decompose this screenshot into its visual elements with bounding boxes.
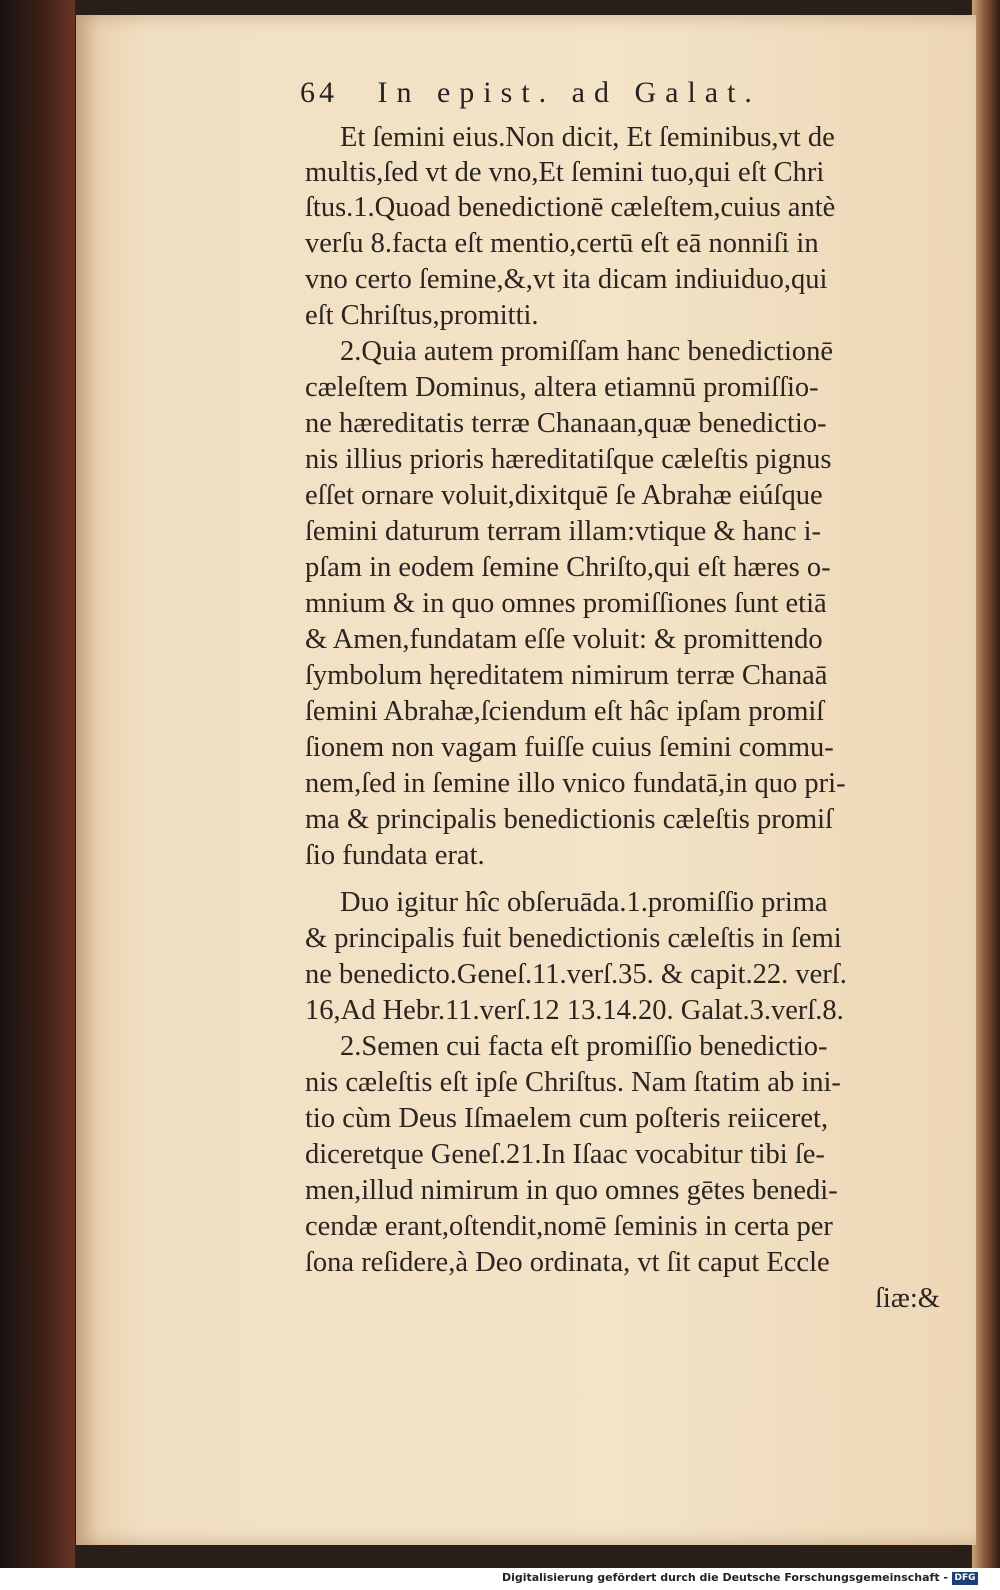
text-line: & Amen,fundatam eſſe voluit: & promittendo: [305, 624, 823, 655]
text-line: Et ſemini eius.Non dicit, Et ſeminibus,vt de: [340, 122, 835, 153]
text-line: eſſet ornare voluit,dixitquē ſe Abrahæ eiúſque: [305, 480, 823, 511]
catchword: ſiæ:&: [875, 1283, 940, 1314]
dfg-logo: DFG: [952, 1572, 978, 1585]
page-number: 64: [300, 76, 338, 109]
text-line: nis illius prioris hæreditatiſque cæleſtis pignus: [305, 444, 832, 475]
text-line: nem,ſed in ſemine illo vnico fundatā,in quo pri-: [305, 768, 846, 799]
text-line: Duo igitur hîc obſeruāda.1.promiſſio prima: [340, 887, 828, 918]
text-line: ſymbolum hęreditatem nimirum terræ Chanaā: [305, 660, 828, 691]
text-line: ſio fundata erat.: [305, 840, 485, 871]
text-line: cendæ erant,oſtendit,nomē ſeminis in certa per: [305, 1211, 833, 1242]
running-title: In epist. ad Galat.: [377, 76, 761, 109]
funding-credit: Digitalisierung gefördert durch die Deutsche Forschungsgemeinschaft -: [501, 1571, 948, 1584]
text-line: eſt Chriſtus,promitti.: [305, 300, 539, 331]
text-line: verſu 8.facta eſt mentio,certū eſt eā nonniſi in: [305, 228, 819, 259]
text-line: vno certo ſemine,&,vt ita dicam indiuiduo,qui: [305, 264, 828, 295]
text-line: men,illud nimirum in quo omnes gētes benedi-: [305, 1175, 838, 1206]
text-line: ſona reſidere,à Deo ordinata, vt ſit caput Eccle: [305, 1247, 830, 1278]
text-line: 2.Quia autem promiſſam hanc benedictionē: [340, 336, 834, 367]
text-line: multis,ſed vt de vno,Et ſemini tuo,qui eſt Chri: [305, 157, 825, 188]
text-line: ne benedicto.Geneſ.11.verſ.35. & capit.22. verſ.: [305, 959, 847, 990]
text-line: ſemini Abrahæ,ſciendum eſt hâc ipſam promiſ: [305, 696, 825, 727]
text-line: tio cùm Deus Iſmaelem cum poſteris reiiceret,: [305, 1103, 829, 1134]
text-line: ſtus.1.Quoad benedictionē cæleſtem,cuius antè: [305, 192, 836, 223]
text-line: mnium & in quo omnes promiſſiones ſunt etiā: [305, 588, 827, 619]
text-line: diceretque Geneſ.21.In Iſaac vocabitur tibi ſe-: [305, 1139, 825, 1170]
text-line: pſam in eodem ſemine Chriſto,qui eſt hæres o-: [305, 552, 831, 583]
text-line: 16,Ad Hebr.11.verſ.12 13.14.20. Galat.3.verſ.8.: [305, 995, 844, 1026]
digitization-footer: [0, 1568, 1000, 1590]
text-line: 2.Semen cui facta eſt promiſſio benedictio-: [340, 1031, 828, 1062]
text-line: ne hæreditatis terræ Chanaan,quæ benedictio-: [305, 408, 827, 439]
text-line: & principalis fuit benedictionis cæleſtis in ſemi: [305, 923, 842, 954]
text-line: nis cæleſtis eſt ipſe Chriſtus. Nam ſtatim ab ini-: [305, 1067, 841, 1098]
text-line: ma & principalis benedictionis cæleſtis promiſ: [305, 804, 833, 835]
text-line: ſionem non vagam fuiſſe cuius ſemini commu-: [305, 732, 834, 763]
text-line: cæleſtem Dominus, altera etiamnū promiſſio-: [305, 372, 819, 403]
text-line: ſemini daturum terram illam:vtique & hanc i-: [305, 516, 822, 547]
